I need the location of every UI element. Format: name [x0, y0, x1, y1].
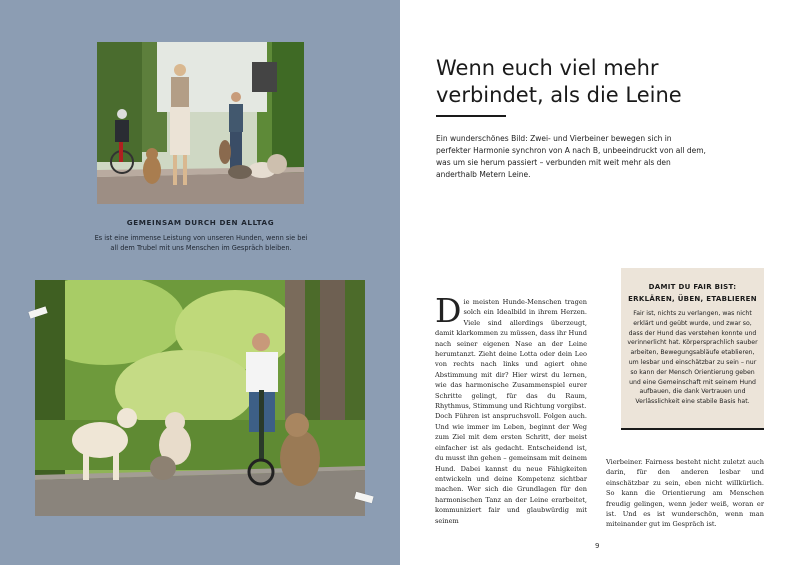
- info-box-title-line-2: ERKLÄREN, ÜBEN, ETABLIEREN: [628, 295, 757, 303]
- title-underline: [436, 115, 506, 117]
- page-number: 9: [595, 542, 600, 550]
- title-line-2: verbindet, als die Leine: [436, 83, 682, 107]
- intro-paragraph: Ein wunderschönes Bild: Zwei- und Vierbeiner bewegen sich in perfekter Harmonie synchron von A nach B, unbeeindruckt von all dem, was um sie herum passiert – verbunden mit weit mehr als den anderthalb Metern Leine.: [436, 134, 706, 179]
- body-paragraph-2: Doch Führen ist anspruchsvoll. Folgen auch. Und wie immer im Leben, beginnt der Weg zum Ziel mit dem ersten Schritt, der meist einfacher ist als gedacht. Entscheidend ist, du musst ihn gehen – gemeinsam mit deinem Hund. Dabei kannst du neue Fähigkeiten entwickeln und deine Kompetenz sichtbar machen. Wer sich die Grundlagen für den harmonischen Tanz an der Leine erarbeitet, kommuniziert fair und glaubwürdig mit seinem: [435, 412, 587, 525]
- body-column-1: [435, 291, 587, 526]
- photo-caption-text: Es ist eine immense Leistung von unseren Hunden, wenn sie bei all dem Trubel mit uns Menschen im Gespräch bleiben.: [94, 234, 308, 252]
- page-title: [436, 55, 736, 109]
- photo-street-walk: [97, 42, 304, 204]
- photo-forest-walk: [35, 280, 365, 516]
- photo-caption-title: GEMEINSAM DURCH DEN ALLTAG: [126, 218, 275, 227]
- body-column-2: [606, 457, 764, 530]
- title-line-1: Wenn euch viel mehr: [436, 56, 659, 80]
- info-box-rule: [621, 428, 764, 430]
- info-box-title: [626, 281, 759, 305]
- info-box-text: Fair ist, nichts zu verlangen, was nicht erklärt und geübt wurde, und zwar so, dass der Hund das verstehen konnte und verinnerlicht hat. Körpersprachlich sauber arbeiten, Bewegungsabläufe etablieren, um lesbar und einschätzbar zu sein – nur so kann der Mensch Orientierung geben und eine Gemeinschaft mit seinem Hund aufbauen, die dank Vertrauen und Verlässlichkeit eine stabile Basis hat.: [627, 310, 758, 406]
- body-paragraph-3: Vierbeiner. Fairness besteht nicht zuletzt auch darin, für den anderen lesbar und einschätzbar zu sein, eben nicht willkürlich. So kann die Orientierung am Menschen freudig gelingen, wenn jeder weiß, woran er ist. Und es ist wunderschön, wenn man miteinander gut im Gespräch ist.: [606, 458, 764, 529]
- body-paragraph-1: ie meisten Hunde-Menschen tragen solch ein Idealbild in ihrem Herzen. Viele sind allerdings überzeugt, damit klarkommen zu müssen, dass ihr Hund nach seiner eigenen Nase an der Leine herumtanzt. Zieht deine Lotta oder dein Leo von rechts nach links und agiert ohne Abstimmung mit dir? Hier wirst du lernen, wie das harmonische Zusammenspiel eurer Schritte gelingt, für das du Raum, Rhythmus, Stimmung und Richtung vorgibst.: [435, 298, 587, 411]
- info-box-title-line-1: DAMIT DU FAIR BIST:: [648, 283, 737, 291]
- drop-cap: D: [435, 291, 462, 330]
